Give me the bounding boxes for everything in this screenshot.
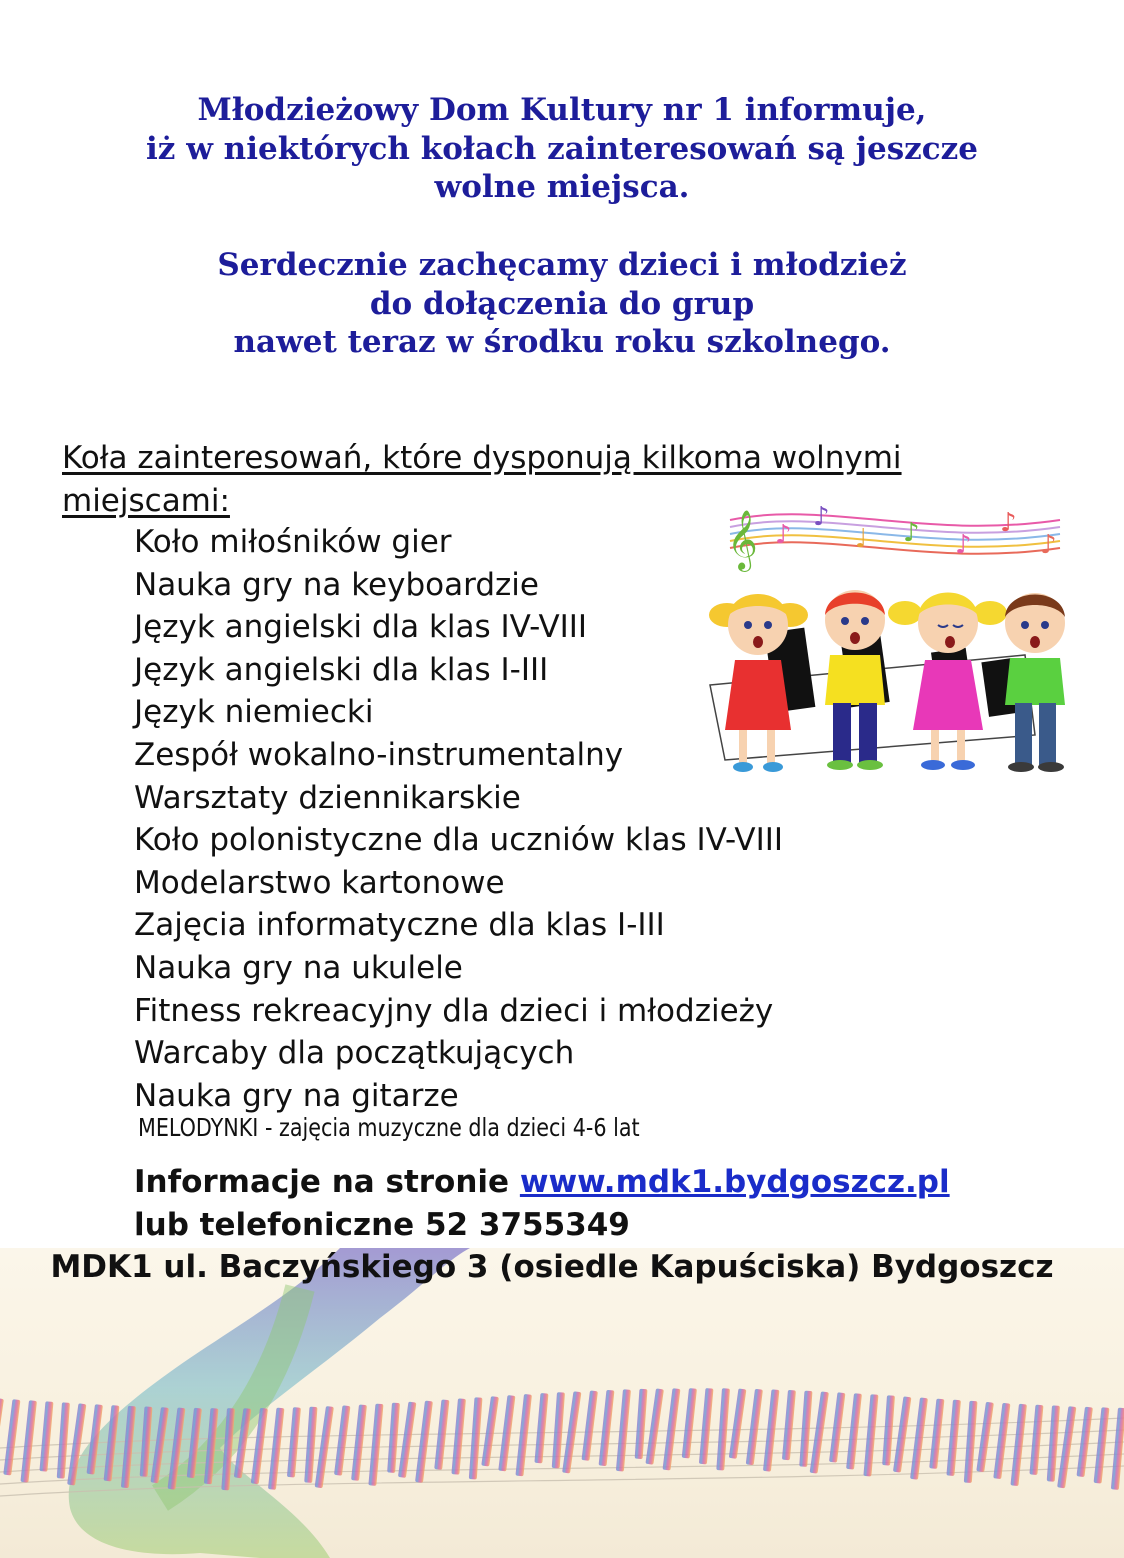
- piano-key: [1094, 1407, 1110, 1483]
- melodynki-note: MELODYNKI - zajęcia muzyczne dla dzieci 4-6 lat: [138, 1113, 640, 1142]
- piano-key: [946, 1400, 961, 1476]
- list-item: Zajęcia informatyczne dla klas I-III: [134, 907, 665, 944]
- piano-key: [682, 1388, 697, 1458]
- piano-key: [351, 1404, 367, 1480]
- list-item: Język niemiecki: [134, 694, 374, 731]
- intro-heading: [0, 91, 1124, 207]
- piano-key: [368, 1404, 383, 1486]
- list-item: Warsztaty dziennikarskie: [134, 779, 521, 816]
- website-prefix: Informacje na stronie: [134, 1164, 520, 1200]
- piano-key: [315, 1406, 334, 1488]
- piano-key: [993, 1403, 1010, 1479]
- piano-key: [882, 1395, 895, 1465]
- piano-key: [57, 1402, 70, 1478]
- piano-key: [729, 1388, 747, 1458]
- piano-key: [846, 1393, 862, 1469]
- svg-text:♪: ♪: [1040, 530, 1057, 560]
- list-item: Nauka gry na keyboardzie: [134, 566, 539, 603]
- piano-key: [699, 1388, 714, 1464]
- svg-text:♪: ♪: [1000, 508, 1017, 538]
- piano-key: [0, 1398, 4, 1468]
- invite-line-2: do dołączenia do grup: [369, 285, 755, 322]
- piano-key: [534, 1393, 548, 1463]
- svg-text:♪: ♪: [775, 520, 792, 550]
- contact-info: [134, 1161, 950, 1247]
- piano-key: [910, 1397, 928, 1479]
- piano-keys-treble-clef-icon: [0, 1248, 1124, 1558]
- piano-key: [451, 1398, 466, 1474]
- intro-line-1: Młodzieżowy Dom Kultury nr 1 informuje,: [197, 92, 927, 128]
- piano-key: [3, 1399, 20, 1475]
- piano-key: [763, 1389, 780, 1471]
- piano-key: [810, 1391, 829, 1473]
- piano-key: [334, 1405, 350, 1475]
- invite-line-3: nawet teraz w środku roku szkolnego.: [233, 324, 891, 360]
- piano-key: [635, 1389, 648, 1459]
- piano-key: [616, 1389, 631, 1471]
- piano-key: [645, 1388, 663, 1464]
- piano-key: [1057, 1406, 1076, 1488]
- list-item: Koło miłośników gier: [134, 524, 452, 560]
- phone-line: lub telefoniczne 52 3755349: [134, 1207, 630, 1243]
- piano-key: [1047, 1405, 1060, 1481]
- list-item: Nauka gry na gitarze: [134, 1077, 459, 1114]
- list-title-text: Koła zainteresowań, które dysponują kilkoma wolnymi miejscami:: [62, 440, 902, 519]
- svg-text:𝄞: 𝄞: [727, 510, 758, 570]
- piano-key: [287, 1407, 301, 1477]
- piano-key: [976, 1402, 994, 1472]
- list-item: Koło polonistyczne dla uczniów klas IV-VIII: [134, 822, 784, 859]
- piano-key: [581, 1390, 597, 1460]
- piano-key: [1076, 1407, 1092, 1477]
- list-item: Modelarstwo kartonowe: [134, 864, 505, 901]
- website-line: [134, 1161, 950, 1204]
- piano-key: [1010, 1404, 1027, 1486]
- list-item: Fitness rekreacyjny dla dzieci i młodzieży: [134, 992, 774, 1029]
- list-item: Nauka gry na ukulele: [134, 949, 463, 986]
- piano-key: [663, 1388, 681, 1470]
- list-item: Język angielski dla klas I-III: [134, 651, 549, 688]
- piano-key: [599, 1390, 615, 1466]
- piano-key: [964, 1401, 978, 1483]
- piano-key: [1111, 1408, 1124, 1490]
- svg-text:♪: ♪: [955, 530, 972, 560]
- list-item: Zespół wokalno-instrumentalny: [134, 736, 624, 773]
- piano-key: [398, 1402, 416, 1478]
- piano-key: [39, 1401, 53, 1471]
- svg-text:♪: ♪: [903, 518, 920, 548]
- piano-key: [387, 1403, 400, 1473]
- piano-key: [863, 1394, 878, 1476]
- piano-key: [304, 1407, 317, 1483]
- list-item: Warcaby dla początkujących: [134, 1035, 575, 1072]
- activity-list: [134, 521, 783, 1117]
- invite-line-1: Serdecznie zachęcamy dzieci i młodzież: [217, 247, 907, 283]
- address: MDK1 ul. Baczyńskiego 3 (osiedle Kapuściska) Bydgoszcz: [50, 1249, 1054, 1285]
- piano-key: [552, 1392, 565, 1468]
- piano-key: [929, 1399, 944, 1469]
- list-item: Język angielski dla klas IV-VIII: [134, 609, 588, 646]
- svg-text:♩: ♩: [855, 524, 868, 554]
- intro-line-2: iż w niektórych kołach zainteresowań są jeszcze: [146, 130, 978, 167]
- website-link[interactable]: www.mdk1.bydgoszcz.pl: [519, 1164, 950, 1200]
- piano-key: [1029, 1405, 1043, 1475]
- intro-line-3: wolne miejsca.: [434, 169, 690, 205]
- piano-key: [782, 1390, 796, 1460]
- piano-key: [893, 1396, 911, 1472]
- piano-key: [481, 1396, 499, 1466]
- piano-key: [515, 1394, 532, 1476]
- piano-key: [469, 1397, 483, 1479]
- singing-children-icon: [705, 495, 1080, 780]
- svg-text:♪: ♪: [813, 502, 830, 532]
- invite-heading: [0, 246, 1124, 362]
